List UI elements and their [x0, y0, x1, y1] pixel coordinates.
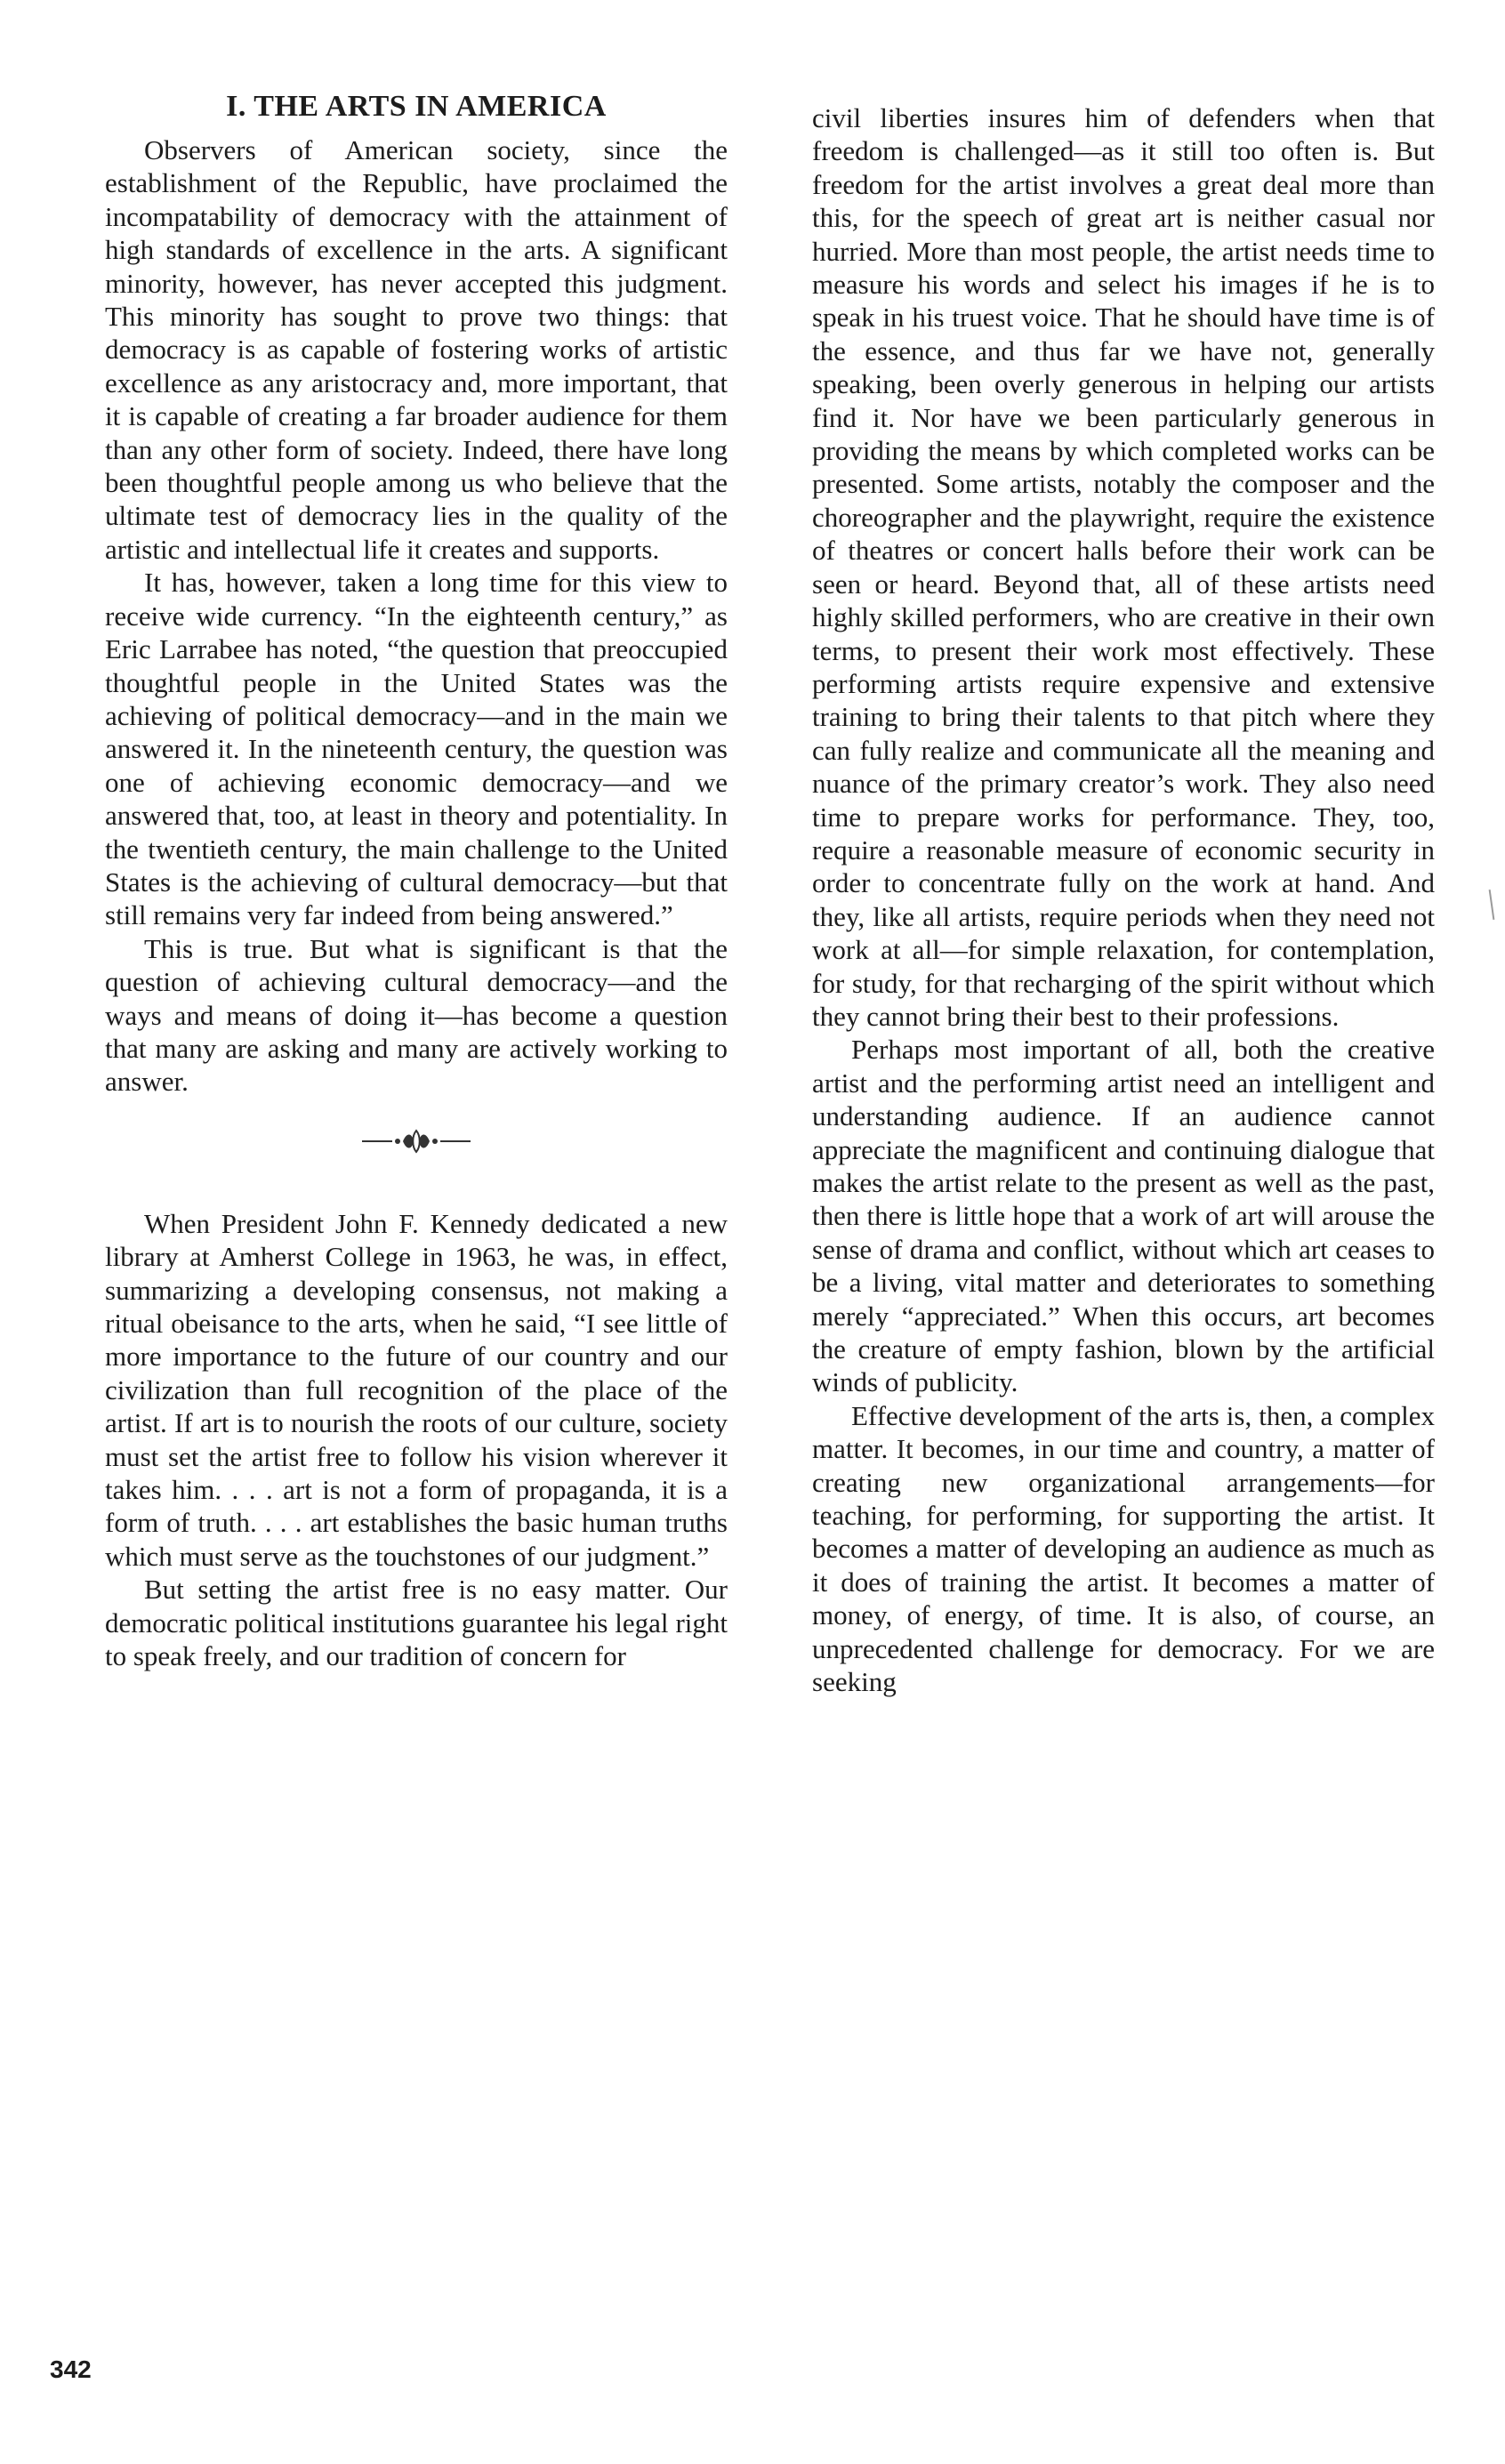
paragraph: But setting the artist free is no easy matter. Our democratic political institutions guarantee his legal right to speak freely, and our tradition of concern for — [105, 1574, 728, 1672]
page-number: 342 — [50, 2355, 92, 2383]
section-divider-ornament — [105, 1125, 728, 1161]
paragraph: It has, however, taken a long time for this view to receive wide currency. “In the eighteenth century,” as Eric Larrabee has noted, “the question that preoccupied thoughtful people in the United States was the achieving of political democracy—and in the main we answered it. In the nineteenth century, the question was one of achieving economic democracy—and we answered that, too, at least in theory and potentiality. In the twentieth century, the main challenge to the United States is the achieving of cultural democracy—but that still remains very far indeed from being answered.” — [105, 567, 728, 931]
paragraph: Perhaps most important of all, both the creative artist and the performing artist need an intelligent and understanding audience. If an audience cannot appreciate the magnificent and continuing dialogue that makes the artist relate to the present as well as the past, then there is little hope that a work of art will arouse the sense of drama and conflict, without which art ceases to be a living, vital matter and deteriorates to something merely “appreciated.” When this occurs, art becomes the creature of empty fashion, blown by the artificial winds of publicity. — [812, 1034, 1435, 1398]
left-column — [105, 89, 728, 1672]
margin-mark — [1489, 890, 1495, 920]
paragraph: This is true. But what is significant is that the question of achieving cultural democracy—and the ways and means of doing it—has become a question that many are asking and many are actively working to answer. — [105, 932, 728, 1098]
paragraph: When President John F. Kennedy dedicated a new library at Amherst College in 1963, he was, in effect, summarizing a developing consensus, not making a ritual obeisance to the arts, when he said, “I see little of more importance to the future of our country and our civilization than full recognition of the place of the artist. If art is to nourish the roots of our culture, society must set the artist free to follow his vision wherever it takes him. . . . art is not a form of propaganda, it is a form of truth. . . . art establishes the basic human truths which must serve as the touchstones of our judgment.” — [105, 1207, 728, 1572]
fleuron-icon — [358, 1125, 474, 1157]
section-heading: I. THE ARTS IN AMERICA — [226, 90, 607, 123]
paragraph: Observers of American society, since the establishment of the Republic, have proclaimed the incompatability of democracy with the attainment of high standards of excellence in the arts. A significant minority, however, has never accepted this judgment. This minority has sought to prove two things: that democracy is as capable of fostering works of artistic excellence as any aristocracy and, more important, that it is capable of creating a far broader audience for them than any other form of society. Indeed, there have long been thoughtful people among us who believe that the ultimate test of democracy lies in the quality of the artistic and intellectual life it creates and supports. — [105, 134, 728, 565]
paragraph-continued: civil liberties insures him of defenders when that freedom is challenged—as it still too often is. But freedom for the artist involves a great deal more than this, for the speech of great art is neither casual nor hurried. More than most people, the artist needs time to measure his words and select his images if he is to speak in his truest voice. That he should have time is of the essence, and thus far we have not, generally speaking, been overly generous in helping our artists find it. Nor have we been particularly generous in providing the means by which completed works can be presented. Some artists, notably the composer and the choreographer and the playwright, require the existence of theatres or concert halls before their work can be seen or heard. Beyond that, all of these artists need highly skilled performers, who are creative in their own terms, to present their work most effectively. These performing artists require expensive and extensive training to bring their talents to that pitch where they can fully realize and communicate all the meaning and nuance of the primary creator’s work. They also need time to prepare works for performance. They, too, require a reasonable measure of economic security in order to concentrate fully on the work at hand. And they, like all artists, require periods when they need not work at all—for simple relaxation, for contemplation, for study, for that recharging of the spirit without which they cannot bring their best to their professions. — [812, 102, 1435, 1032]
paragraph: Effective development of the arts is, then, a complex matter. It becomes, in our time and country, a matter of creating new organizational arrangements—for teaching, for performing, for supporting the artist. It becomes a matter of developing an audience as much as it does of training the artist. It becomes a matter of money, of energy, of time. It is also, of course, an unprecedented challenge for democracy. For we are seeking — [812, 1399, 1435, 1698]
right-column — [812, 101, 1435, 1699]
